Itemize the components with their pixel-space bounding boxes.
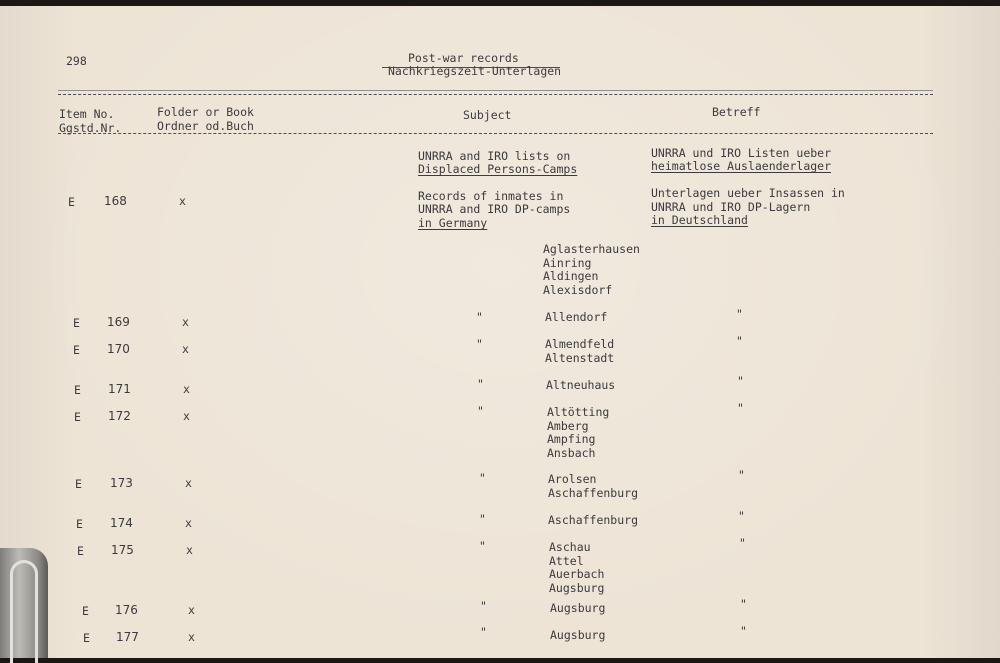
row-172-number: 172 bbox=[108, 409, 131, 423]
row-170-place-1: Almendfeld bbox=[545, 337, 615, 351]
row-171-item: E bbox=[74, 383, 81, 397]
row-171-ditto-betreff: " bbox=[737, 374, 744, 388]
row-169-ditto-betreff: " bbox=[736, 307, 743, 321]
row-172-place-2: Amberg bbox=[547, 419, 589, 433]
header-subject: Subject bbox=[463, 108, 512, 122]
row-175-folder: x bbox=[186, 543, 193, 557]
row-168-subject-1: Records of inmates in bbox=[418, 189, 564, 203]
row-170-ditto-subject: " bbox=[476, 337, 483, 351]
row-168-betreff-2: UNRRA und IRO DP-Lagern bbox=[651, 200, 811, 214]
binder-clip bbox=[0, 548, 48, 658]
row-173-place-1: Arolsen bbox=[548, 472, 597, 486]
row-169-folder: x bbox=[182, 315, 189, 329]
row-174-folder: x bbox=[185, 516, 192, 530]
header-ggstd-nr: Ggstd.Nr. bbox=[59, 121, 122, 135]
row-168-subject-2: UNRRA and IRO DP-camps bbox=[418, 202, 571, 216]
row-174-ditto-betreff: " bbox=[738, 509, 745, 523]
row-173-place-2: Aschaffenburg bbox=[548, 486, 639, 500]
row-173-ditto-subject: " bbox=[479, 471, 486, 485]
row-168-item: E bbox=[68, 195, 75, 209]
title-english: Post-war records bbox=[408, 51, 519, 65]
row-172-place-1: Altötting bbox=[547, 405, 610, 419]
section-betreff-line2: heimatlose Auslaenderlager bbox=[651, 159, 832, 173]
row-176-place-1: Augsburg bbox=[550, 601, 606, 615]
row-175-place-3: Auerbach bbox=[549, 567, 605, 581]
row-171-number: 171 bbox=[108, 382, 131, 396]
row-168-number: 168 bbox=[104, 194, 127, 208]
row-177-number: 177 bbox=[116, 630, 139, 644]
row-168-betreff-1: Unterlagen ueber Insassen in bbox=[651, 186, 845, 200]
row-168-subject-3: in Germany bbox=[418, 216, 488, 230]
row-170-ditto-betreff: " bbox=[736, 334, 743, 348]
document-page bbox=[0, 6, 1000, 658]
row-169-place-1: Allendorf bbox=[545, 310, 608, 324]
row-171-ditto-subject: " bbox=[477, 377, 484, 391]
section-subject-line1: UNRRA and IRO lists on bbox=[418, 149, 571, 163]
row-177-ditto-betreff: " bbox=[740, 624, 747, 638]
row-175-place-4: Augsburg bbox=[549, 581, 605, 595]
row-169-ditto-subject: " bbox=[476, 310, 483, 324]
row-174-ditto-subject: " bbox=[479, 512, 486, 526]
row-170-number: 170 bbox=[107, 342, 130, 356]
row-169-item: E bbox=[73, 316, 80, 330]
row-172-item: E bbox=[74, 410, 81, 424]
row-176-ditto-betreff: " bbox=[740, 597, 747, 611]
header-betreff: Betreff bbox=[712, 105, 761, 119]
row-168-place-2: Ainring bbox=[543, 256, 592, 270]
row-175-ditto-subject: " bbox=[479, 539, 486, 553]
row-173-number: 173 bbox=[110, 476, 133, 490]
section-subject-line2: Displaced Persons-Camps bbox=[418, 162, 578, 176]
row-175-item: E bbox=[77, 544, 84, 558]
row-174-number: 174 bbox=[110, 516, 133, 530]
row-168-betreff-3: in Deutschland bbox=[651, 213, 748, 227]
row-173-ditto-betreff: " bbox=[738, 468, 745, 482]
header-ordner: Ordner od.Buch bbox=[157, 119, 254, 133]
row-169-number: 169 bbox=[107, 315, 130, 329]
row-170-folder: x bbox=[182, 342, 189, 356]
row-177-folder: x bbox=[188, 630, 195, 644]
header-top-rule bbox=[58, 94, 933, 95]
row-175-ditto-betreff: " bbox=[739, 536, 746, 550]
row-168-place-1: Aglasterhausen bbox=[543, 242, 640, 256]
row-175-place-1: Aschau bbox=[549, 540, 591, 554]
row-172-place-3: Ampfing bbox=[547, 432, 596, 446]
row-177-place-1: Augsburg bbox=[550, 628, 606, 642]
header-bottom-rule bbox=[58, 133, 933, 134]
row-176-number: 176 bbox=[115, 603, 138, 617]
row-176-folder: x bbox=[188, 603, 195, 617]
page-number: 298 bbox=[66, 54, 87, 68]
row-174-place-1: Aschaffenburg bbox=[548, 513, 639, 527]
row-175-number: 175 bbox=[111, 543, 134, 557]
row-170-item: E bbox=[73, 343, 80, 357]
row-168-folder: x bbox=[179, 194, 186, 208]
row-172-ditto-betreff: " bbox=[737, 401, 744, 415]
row-173-item: E bbox=[75, 477, 82, 491]
row-170-place-2: Altenstadt bbox=[545, 351, 615, 365]
row-171-folder: x bbox=[183, 382, 190, 396]
row-177-ditto-subject: " bbox=[480, 625, 487, 639]
row-172-folder: x bbox=[183, 409, 190, 423]
header-folder: Folder or Book bbox=[157, 105, 254, 119]
row-176-item: E bbox=[82, 604, 89, 618]
row-168-place-4: Alexisdorf bbox=[543, 283, 613, 297]
row-171-place-1: Altneuhaus bbox=[546, 378, 616, 392]
header-item-no: Item No. bbox=[59, 107, 115, 121]
row-176-ditto-subject: " bbox=[480, 599, 487, 613]
section-betreff-line1: UNRRA und IRO Listen ueber bbox=[651, 146, 832, 160]
row-172-place-4: Ansbach bbox=[547, 446, 596, 460]
header-top-rule-left bbox=[58, 90, 933, 91]
row-174-item: E bbox=[76, 517, 83, 531]
row-175-place-2: Attel bbox=[549, 554, 584, 568]
row-172-ditto-subject: " bbox=[477, 404, 484, 418]
row-168-place-3: Aldingen bbox=[543, 269, 599, 283]
row-177-item: E bbox=[83, 631, 90, 645]
row-173-folder: x bbox=[185, 476, 192, 490]
title-german: Nachkriegszeit-Unterlagen bbox=[388, 64, 562, 78]
